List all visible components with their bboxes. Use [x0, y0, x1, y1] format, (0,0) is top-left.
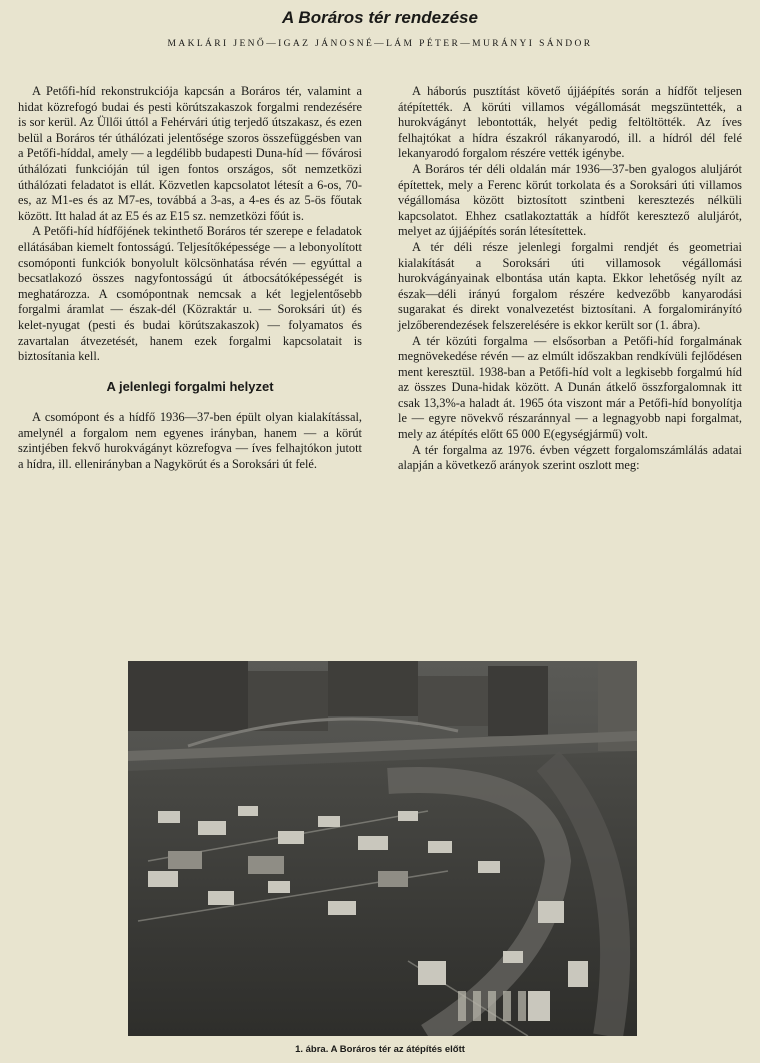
figure-photo — [128, 661, 637, 1036]
paragraph: A tér déli része jelenlegi forgalmi rendjét és geometriai kialakítását a Soroksári úti villamosok végállomási hurokvágányainak elbontása után kapta. Ekkor lehetőség nyílt az észak—déli irányú forgalom részére kedvezőbb kanyarodási sugarakat és direkt vonalvezetést biztosítani. A forgalomirányító jelzőberendezések felszerelésére is ekkor került sor (1. ábra). — [398, 239, 742, 332]
figure-caption: 1. ábra. A Boráros tér az átépítés előtt — [295, 1044, 465, 1055]
article-title: A Boráros tér rendezése — [282, 8, 478, 27]
right-column — [398, 84, 742, 474]
paragraph: A tér közúti forgalma — elsősorban a Petőfi-híd forgalmának megnövekedése révén — az elmúlt időszakban rendkívüli fejlődésen ment keresztül. 1938-ban a Petőfi-híd volt a legkisebb forgalmú híd az összes Duna-hidak között. A Dunán átkelő összforgalomnak itt csak 13,3%-a haladt át. 1965 óta viszont már a Petőfi-híd bonyolítja le — egyre növekvő részaránnyal — a legnagyobb napi forgalmat, mely az átépítés előtt 65 000 E(egységjármű) volt. — [398, 333, 742, 442]
paragraph: A Boráros tér déli oldalán már 1936—37-ben gyalogos aluljárót építettek, mely a Ferenc körút torkolata és a Soroksári úti villamos végállomása között biztosított szintbeni keresztezés nélküli kapcsolatot. Ehhez csatlakoztatták a hídfőt keresztező aluljárót, melyet az újjáépítés során létesítettek. — [398, 161, 742, 239]
paragraph: A tér forgalma az 1976. évben végzett forgalomszámlálás adatai alapján a következő arányok szerint oszlott meg: — [398, 442, 742, 473]
left-column — [18, 84, 362, 473]
author-line: MAKLÁRI JENŐ—IGAZ JÁNOSNÉ—LÁM PÉTER—MURÁNYI SÁNDOR — [167, 39, 593, 49]
paragraph: A csomópont és a hídfő 1936—37-ben épült olyan kialakítással, amelynél a forgalom nem egyenes irányban, hanem — a körút szintjében fekvő hurokvágányt közrefogva — íves felhajtókon jutott a hídra, ill. ellenirányban a Nagykörút és a Soroksári út felé. — [18, 410, 362, 472]
paragraph: A Petőfi-híd rekonstrukciója kapcsán a Boráros tér, valamint a hidat közrefogó budai és pesti körútszakaszok forgalmi rendezésére is sor kerül. Az Üllői úttól a Fehérvári útig terjedő útszakasz, és ezen belül a Boráros tér úthálózati jelentősége szoros összefüggésben van a Petőfi-híddal, amely — a legdélibb budapesti Duna-híd — fővárosi úthálózati funkcióján túl igen fontos országos, sőt nemzetközi úthálózati feladatot is ellát. Közvetlen kapcsolatot létesít a 6-os, 70-es, az M1-es és az M7-es, továbbá a 3-as, a 4-es és az 5-ös főutak között. Itt halad át az E5 és az E15 sz. nemzetközi főút is. — [18, 84, 362, 223]
paragraph: A háborús pusztítást követő újjáépítés során a hídfőt teljesen átépítették. A körúti villamos végállomását megszüntették, a hurokvágányt lebontották, helyét pedig feltöltötték. Az íves felhajtókat a hídra északról rákanyarodó, ill. a hídról dél felé lekanyarodó forgalom részére vették igénybe. — [398, 84, 742, 161]
paragraph: A Petőfi-híd hídfőjének tekinthető Boráros tér szerepe e feladatok ellátásában kiemelt fontosságú. Teljesítőképessége — a lebonyolított csomóponti funkciók bonyolult kölcsönhatása révén — egyúttal a becsatlakozó összes nagyfontosságú út átbocsátóképességét is meghatározza. A csomópontnak nemcsak a két legjelentősebb forgalmi áramlat — észak-dél (Közraktár u. — Soroksári út) és kelet-nyugat (pesti és budai körútszakaszok) — folyamatos és zavartalan átvezetését, hanem ezek forgalmi kapcsolatait is biztosítania kell. — [18, 224, 362, 364]
section-heading: A jelenlegi forgalmi helyzet — [106, 378, 274, 394]
